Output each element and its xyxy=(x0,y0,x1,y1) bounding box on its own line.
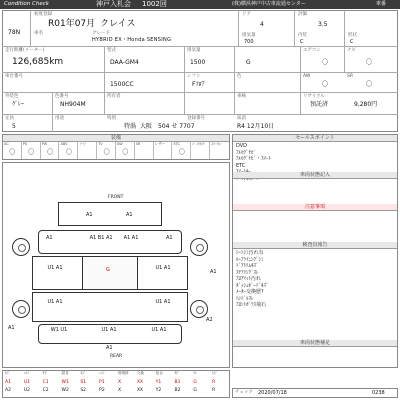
recycle-price: 9,280円 xyxy=(354,101,378,108)
legend-code: C1 xyxy=(42,379,49,385)
legend-label: 交換 xyxy=(136,371,145,375)
score-label: 評価 xyxy=(298,12,307,17)
regnum-value: 大阪 504 せ 7707 xyxy=(140,123,195,130)
color-code-label: 色番号 xyxy=(55,94,69,99)
legend-code: U1 xyxy=(23,379,30,385)
seat-label: 定員 xyxy=(5,116,14,121)
mark-roof: G xyxy=(106,267,110,273)
equipment-cell xyxy=(173,142,192,159)
regdate-label: 抹消 xyxy=(237,116,246,121)
shape-value: C xyxy=(350,39,354,45)
legend-code: P2 xyxy=(99,388,105,393)
grade-value: HYBRID EX・Honda SENSING xyxy=(92,37,172,43)
company-name: (株)横浜神戸中古車流通センター xyxy=(232,1,306,7)
legend-code: Y1 xyxy=(155,379,162,385)
equipment-label: ETC xyxy=(173,142,181,146)
sr-value: 〇 xyxy=(366,81,373,88)
mark-front-bumper-left: A1 xyxy=(86,212,93,218)
grid-line xyxy=(2,72,398,73)
legend-label: 腐食 xyxy=(61,371,69,375)
equipment-cell xyxy=(41,142,60,159)
equipment-mark: 〇 xyxy=(65,149,72,156)
inspector-header: 検査員報告 xyxy=(233,242,397,249)
tire-rear-left xyxy=(12,300,30,318)
special-label: 特別 xyxy=(107,116,116,121)
legend-code: S2 xyxy=(80,388,87,393)
equipment-label: ナビ xyxy=(79,142,87,146)
mark-bonnet-left: A1 B1 xyxy=(89,235,105,241)
use-label: 用途 xyxy=(55,116,64,121)
inspector-note-item: ﾌﾛｱﾏｯﾄ汚れ xyxy=(236,276,262,282)
legend-code: A1 xyxy=(5,379,11,385)
legend-code: G xyxy=(193,379,197,385)
roof-panel xyxy=(82,256,138,290)
inspector-note-item: ﾀﾞｯｼｭﾎﾞｰﾄﾞｷｽﾞ xyxy=(236,282,269,289)
exterior-color-label: 外装色 xyxy=(5,94,19,99)
equipment-cell xyxy=(22,142,41,159)
equipment-label: レザー xyxy=(154,142,166,146)
sales-point-item: ﾌﾙｾｸﾞﾅﾋﾞ xyxy=(236,149,257,156)
equipment-header: 装備 xyxy=(3,135,229,142)
mark-left-front-door: U1 A1 xyxy=(47,265,63,271)
legend-label: ﾜﾚ xyxy=(193,371,197,375)
equipment-label: AW xyxy=(117,142,123,146)
notes-header: 車両状態記入 xyxy=(233,172,397,179)
grid-line xyxy=(52,92,53,132)
equipment-cell xyxy=(191,142,210,159)
legend-code: R xyxy=(212,388,216,393)
sales-list xyxy=(236,144,396,174)
legend-label: ﾍｺﾐ xyxy=(23,371,30,375)
sales-header: セールスポイント xyxy=(233,135,397,142)
equipment-mark: 〇 xyxy=(9,149,16,156)
mark-fender-right: A1 xyxy=(166,235,173,241)
nav-label: ナビ xyxy=(347,48,356,53)
aw-value: 〇 xyxy=(322,81,329,88)
legend-label: ｷｽﾞ xyxy=(5,371,11,375)
legend-code: U2 xyxy=(23,388,30,393)
date-value: 2020/07/18 xyxy=(258,390,287,396)
grid-line xyxy=(234,46,235,114)
header-bar xyxy=(0,0,400,9)
grid-line xyxy=(2,114,398,115)
legend-code: X xyxy=(118,388,122,393)
mark-rear-right: A2 xyxy=(206,317,213,323)
equipment-mark: 〇 xyxy=(122,149,129,156)
equipment-label: AC xyxy=(4,142,9,146)
equipment-label: PS xyxy=(22,142,28,146)
equipment-mark: 〇 xyxy=(178,149,185,156)
mark-side-right: A1 xyxy=(210,269,217,275)
equipment-label: ABS xyxy=(60,142,68,146)
legend-code: Y2 xyxy=(155,388,162,393)
shift-value: Fﾌﾛｱ xyxy=(192,81,205,88)
bonnet-panel xyxy=(38,230,182,254)
cc-value: 1500 xyxy=(190,59,206,66)
right-tag: 車番 xyxy=(376,1,387,7)
equipment-mark: 〇 xyxy=(47,149,54,156)
equipment-cell xyxy=(78,142,97,159)
legend-code: W2 xyxy=(61,388,69,393)
inspector-note-item: ﾄﾞｱﾄﾘﾑｷｽﾞ xyxy=(236,263,259,269)
mark-rear-left: A1 xyxy=(8,325,15,331)
mark-left-rear-door: U1 A1 xyxy=(47,299,63,305)
type-label: 型式 xyxy=(107,48,116,53)
legend-code: A2 xyxy=(5,388,11,393)
inspector-list xyxy=(236,251,396,331)
equipment-cell xyxy=(210,142,229,159)
inner-label: 内装 xyxy=(298,33,307,38)
shift-label: シフト xyxy=(187,74,201,79)
mark-bonnet-right: A1 A1 xyxy=(123,235,139,241)
grid-line xyxy=(238,10,239,46)
regdate-value: R4 12月10日 xyxy=(237,123,275,130)
mark-front-bumper-right: A1 xyxy=(126,212,133,218)
mark-trunk-center: U1 A1 xyxy=(101,327,117,333)
check-label: チェック xyxy=(235,390,253,395)
front-bumper xyxy=(58,202,162,226)
equipment-label: ｽﾏｰﾄｷｰ xyxy=(211,142,222,146)
notes-area xyxy=(233,179,397,203)
legend-label: ｻﾋﾞ xyxy=(42,371,49,375)
year-value: R01年07月 xyxy=(48,19,96,29)
tire-front-right xyxy=(190,238,208,256)
inspector-note-item: ﾒｰﾀｰ交換歴? xyxy=(236,289,264,295)
owner-label: 所有者 xyxy=(107,94,121,99)
side-code: 78N xyxy=(8,29,21,36)
legend-code: XX xyxy=(136,388,143,393)
grid-line xyxy=(104,46,105,114)
sr-label: SR xyxy=(347,74,353,79)
mark-right-rear-door: U1 A1 xyxy=(155,299,171,305)
equipment-label: SR xyxy=(135,142,141,146)
recycle-value: 預託済 xyxy=(310,101,329,108)
legend-grid xyxy=(3,371,229,397)
legend-label: 修理跡 xyxy=(118,371,129,375)
cc-label: 排気量 xyxy=(187,48,201,53)
grid-line xyxy=(2,92,398,93)
legend-label: ｻﾋﾞ xyxy=(174,371,180,375)
mark-bonnet-center: A1 xyxy=(106,235,113,241)
color-label: 色 xyxy=(237,74,242,79)
legend-code: P1 xyxy=(99,379,105,385)
legend-code: X xyxy=(118,379,122,385)
equipment-label: TV xyxy=(98,142,103,146)
recycle-label: リサイクル xyxy=(303,94,325,99)
tire-front-left xyxy=(12,238,30,256)
cc-value-top: 700 xyxy=(244,39,254,45)
legend-label: 板金 xyxy=(155,371,163,375)
seat-value: 5 xyxy=(12,123,16,130)
year-label: 初度登録 xyxy=(34,12,52,17)
inner-value: C xyxy=(300,39,304,45)
equipment-cell xyxy=(3,142,22,159)
warning-area xyxy=(233,211,397,241)
history-header: 車両状態補足 xyxy=(233,340,397,347)
grid-line xyxy=(344,46,345,72)
grid-line xyxy=(300,46,301,114)
tire-rear-right xyxy=(190,300,208,318)
equipment-cell xyxy=(60,142,79,159)
inspector-note-item: ｼｰﾄｼﾐ汚れ有 xyxy=(236,250,264,256)
model-value: クレイス xyxy=(100,19,136,29)
legend-label: ﾋﾋﾞ xyxy=(212,371,218,375)
lot-number: 1002回 xyxy=(142,0,167,8)
mark-trunk-right: U1 A1 xyxy=(151,327,167,333)
mileage-value: 126,685km xyxy=(12,57,64,67)
sales-point-item: ﾌﾙｾｸﾞﾅﾋﾞ・ｽﾏｰﾄ xyxy=(236,156,272,162)
legend-code: R xyxy=(212,379,216,385)
page-number: 0238 xyxy=(372,390,385,396)
legend-code: B2 xyxy=(174,388,181,393)
door-label: ドア xyxy=(242,12,251,17)
nav-value: 〇 xyxy=(366,59,373,66)
chassis-label: 車台番号 xyxy=(5,74,23,79)
legend-label: ﾍｺﾐ xyxy=(99,371,105,375)
mark-rear-bumper: A1 xyxy=(106,345,113,351)
equipment-cell xyxy=(97,142,116,159)
equipment-cell xyxy=(135,142,154,159)
mark-trunk-left: W1 U1 xyxy=(50,327,68,333)
mileage-label: 走行距離(メーター) xyxy=(5,48,45,53)
legend-code: S1 xyxy=(80,379,87,385)
ac-label: エアコン xyxy=(303,48,321,53)
exterior-color-value: ｸﾞﾚｰ xyxy=(12,101,25,108)
front-label: FRONT xyxy=(108,195,124,200)
equipment-cell xyxy=(116,142,135,159)
mark-right-front-door: U1 A1 xyxy=(155,265,171,271)
legend-code: XX xyxy=(136,379,143,385)
shape-label: 形状 xyxy=(348,33,357,38)
inspection-label: 車検 xyxy=(237,94,246,99)
grid-line xyxy=(30,10,31,46)
equipment-mark: 〇 xyxy=(28,149,35,156)
grid-line xyxy=(184,46,185,114)
equipment-mark: 〇 xyxy=(103,149,110,156)
legend-code: W1 xyxy=(61,379,69,385)
special-value: 特渦 xyxy=(124,123,137,130)
door-value: 4 xyxy=(260,21,264,28)
legend-code: C2 xyxy=(42,388,49,393)
score-value: 3.5 xyxy=(318,21,328,28)
legend-code: B1 xyxy=(174,379,181,385)
inspector-note-item: ﾌﾛﾝﾄｶﾞﾗｽ飛石 xyxy=(236,302,267,308)
equipment-cell xyxy=(154,142,173,159)
legend-label: ｷｽﾞ xyxy=(80,371,86,375)
inspector-note-item: ｽﾃｱﾘﾝｸﾞｽﾚ xyxy=(236,269,259,276)
rear-label: REAR xyxy=(110,354,123,359)
equipment-row xyxy=(3,142,229,159)
mark-fender-left: A1 xyxy=(46,235,53,241)
type-value: DAA-GM4 xyxy=(110,59,139,66)
warning-header-text: 注意事項 xyxy=(304,204,325,210)
regnum-label: 登録番号 xyxy=(187,116,205,121)
grid-line xyxy=(2,46,398,47)
grid-line xyxy=(344,10,345,46)
inspector-note-item: ﾙｰﾌﾗｲﾆﾝｸﾞｼﾐ xyxy=(236,256,264,263)
warning-header xyxy=(233,204,397,211)
grid-line xyxy=(294,10,295,46)
ac-value: 〇 xyxy=(322,59,329,66)
sales-point-item: DVD xyxy=(236,143,248,149)
aw-label: AW xyxy=(303,74,311,79)
cc-label-top: 排気量 xyxy=(242,33,256,38)
sales-point-item: ETC xyxy=(236,162,246,169)
page-title: Condition Check xyxy=(4,1,49,7)
model-label: 車名 xyxy=(34,31,43,36)
rear-doors-panel xyxy=(32,292,188,322)
legend-code: G xyxy=(193,388,197,393)
chassis-value: 1500CC xyxy=(110,81,134,88)
equipment-label: PW xyxy=(41,142,48,146)
color-code-value: NH904M xyxy=(60,101,86,108)
equipment-label: ﾊﾞｯｸｶﾒﾗ xyxy=(192,142,205,146)
inspector-note-item: ﾊﾝﾄﾞﾙｽﾚ xyxy=(236,295,254,302)
fuel-value: G xyxy=(246,59,251,66)
auction-name: 神戸入札会 xyxy=(96,0,131,8)
grade-label: グレード xyxy=(92,31,110,36)
